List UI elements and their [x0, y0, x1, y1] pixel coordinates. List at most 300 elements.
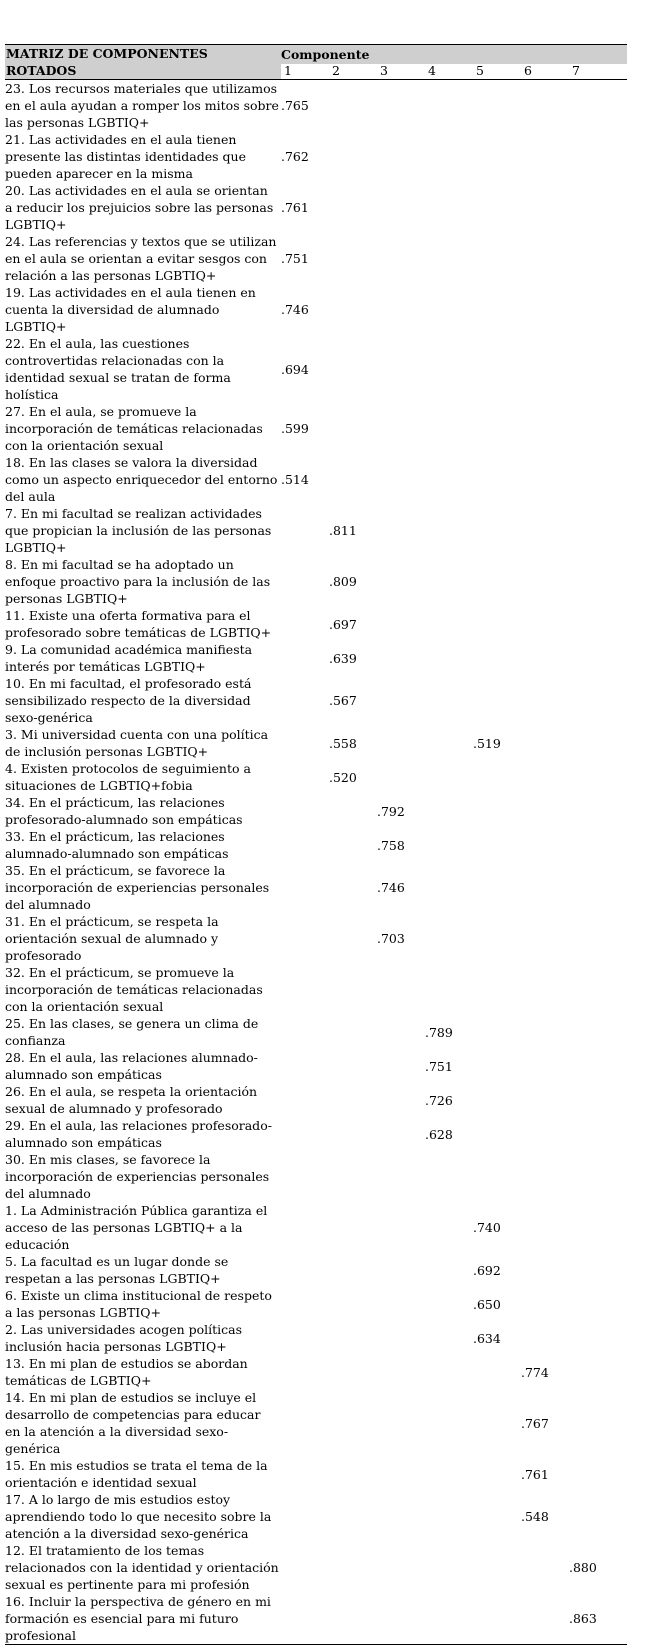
- component-number-1: 1: [281, 64, 329, 80]
- table-row: [5, 233, 627, 284]
- item-text: 32. En el prácticum, se promueve la incorporación de temáticas relacionadas con la orientación sexual: [5, 965, 263, 1014]
- loading-component-3: [377, 964, 425, 1015]
- loading-component-3: [377, 675, 425, 726]
- loading-component-7: [569, 233, 627, 284]
- loading-component-3: .792: [377, 803, 405, 819]
- loading-component-5: .634: [473, 1330, 501, 1346]
- loading-component-3: .746: [377, 880, 405, 895]
- loading-component-3: [377, 1491, 425, 1542]
- loading-component-7: [569, 641, 627, 675]
- loading-component-1: [281, 913, 329, 964]
- loading-component-6: .767: [521, 1415, 549, 1431]
- component-number-6: 6: [521, 64, 569, 80]
- loading-component-6: [521, 182, 569, 233]
- loading-component-7: [569, 1083, 627, 1117]
- loading-component-4: .751: [425, 1058, 453, 1074]
- loading-component-2: [329, 1389, 377, 1457]
- item-text: 15. En mis estudios se trata el tema de la orientación e identidad sexual: [5, 1458, 268, 1490]
- loading-component-5: [473, 505, 521, 556]
- item-text: 4. Existen protocolos de seguimiento a situaciones de LGBTIQ+fobia: [5, 761, 251, 793]
- table-row: [5, 828, 627, 862]
- loading-component-4: .726: [425, 1092, 453, 1108]
- loading-component-5: [473, 403, 521, 454]
- loading-component-7: [569, 1355, 627, 1389]
- table-title: MATRIZ DE COMPONENTES ROTADOS: [5, 45, 281, 80]
- loading-component-1: [281, 1287, 329, 1321]
- loading-component-7: [569, 556, 627, 607]
- loading-component-7: [569, 964, 627, 1015]
- loading-component-7: [569, 1049, 627, 1083]
- loading-component-5: [473, 335, 521, 403]
- loading-component-4: [425, 1491, 473, 1542]
- table-row: [5, 1593, 627, 1645]
- loading-component-2: [329, 1202, 377, 1253]
- item-text: 5. La facultad es un lugar donde se respetan a las personas LGBTIQ+: [5, 1254, 229, 1286]
- loading-component-1: [281, 1049, 329, 1083]
- loading-component-5: [473, 1049, 521, 1083]
- loading-component-2: [329, 1117, 377, 1151]
- loading-component-7: [569, 726, 627, 760]
- loading-component-5: [473, 1151, 521, 1202]
- loading-component-6: [521, 675, 569, 726]
- loading-component-3: [377, 1202, 425, 1253]
- loading-component-1: [281, 794, 329, 828]
- item-text: 17. A lo largo de mis estudios estoy aprendiendo todo lo que necesito sobre la atención a la diversidad sexo-genérica: [5, 1492, 272, 1541]
- loading-component-3: [377, 1593, 425, 1645]
- loading-component-2: [329, 1253, 377, 1287]
- loading-component-5: [473, 80, 521, 132]
- item-text: 16. Incluir la perspectiva de género en mi formación es esencial para mi futuro profesional: [5, 1593, 281, 1645]
- loading-component-1: .514: [281, 472, 309, 487]
- loading-component-4: [425, 403, 473, 454]
- loading-component-6: [521, 131, 569, 182]
- loading-component-4: [425, 675, 473, 726]
- loading-component-5: [473, 862, 521, 913]
- loading-component-6: [521, 1049, 569, 1083]
- loading-component-3: [377, 454, 425, 505]
- loading-component-7: [569, 505, 627, 556]
- table-row: [5, 726, 627, 760]
- loading-component-7: [569, 80, 627, 132]
- loading-component-3: [377, 1151, 425, 1202]
- loading-component-7: [569, 1151, 627, 1202]
- item-text: 25. En las clases, se genera un clima de confianza: [5, 1016, 259, 1048]
- loading-component-5: [473, 1083, 521, 1117]
- loading-component-1: [281, 556, 329, 607]
- loading-component-4: [425, 1355, 473, 1389]
- loading-component-2: [329, 1593, 377, 1645]
- loading-component-4: [425, 1593, 473, 1645]
- loading-component-3: [377, 335, 425, 403]
- loading-component-5: [473, 607, 521, 641]
- loading-component-4: .628: [425, 1126, 453, 1142]
- loading-component-3: [377, 131, 425, 182]
- loading-component-4: .789: [425, 1024, 453, 1040]
- loading-component-4: [425, 726, 473, 760]
- loading-component-2: .639: [329, 650, 357, 666]
- item-text: 9. La comunidad académica manifiesta interés por temáticas LGBTIQ+: [5, 642, 253, 674]
- loading-component-6: [521, 1287, 569, 1321]
- loading-component-2: [329, 862, 377, 913]
- loading-component-5: [473, 284, 521, 335]
- loading-component-6: [521, 828, 569, 862]
- loading-component-6: [521, 607, 569, 641]
- loading-component-5: [473, 556, 521, 607]
- loading-component-6: [521, 556, 569, 607]
- loading-component-6: [521, 454, 569, 505]
- loading-component-1: .751: [281, 251, 309, 266]
- loading-component-1: [281, 862, 329, 913]
- table-row: [5, 284, 627, 335]
- loading-component-6: [521, 1593, 569, 1645]
- loading-component-7: [569, 1287, 627, 1321]
- table-row: [5, 913, 627, 964]
- loading-component-2: [329, 1049, 377, 1083]
- loading-component-1: .762: [281, 149, 309, 164]
- item-text: 12. El tratamiento de los temas relacionados con la identidad y orientación sexual es pertinente para mi profesión: [5, 1543, 279, 1592]
- loading-component-2: [329, 1457, 377, 1491]
- table-row: [5, 675, 627, 726]
- loading-component-5: [473, 1389, 521, 1457]
- loading-component-1: [281, 675, 329, 726]
- table-row: [5, 505, 627, 556]
- loading-component-4: [425, 233, 473, 284]
- loading-component-3: [377, 1049, 425, 1083]
- table-row: [5, 1253, 627, 1287]
- loading-component-2: [329, 828, 377, 862]
- loading-component-6: [521, 505, 569, 556]
- component-number-4: 4: [425, 64, 473, 80]
- loading-component-4: [425, 1151, 473, 1202]
- loading-component-1: .761: [281, 200, 309, 215]
- loading-component-4: [425, 454, 473, 505]
- component-number-5: 5: [473, 64, 521, 80]
- loading-component-6: [521, 726, 569, 760]
- loading-component-1: [281, 607, 329, 641]
- loading-component-4: [425, 284, 473, 335]
- loading-component-6: [521, 80, 569, 132]
- loading-component-7: [569, 913, 627, 964]
- loading-component-3: [377, 1083, 425, 1117]
- loading-component-4: [425, 1542, 473, 1593]
- loading-component-6: [521, 794, 569, 828]
- loading-component-1: [281, 1355, 329, 1389]
- component-number-3: 3: [377, 64, 425, 80]
- loading-component-2: [329, 794, 377, 828]
- loading-component-4: [425, 335, 473, 403]
- loading-component-7: [569, 1457, 627, 1491]
- loading-component-5: [473, 1457, 521, 1491]
- loading-component-6: .761: [521, 1466, 549, 1482]
- loading-component-6: [521, 1202, 569, 1253]
- loading-component-5: [473, 828, 521, 862]
- loading-component-2: [329, 1083, 377, 1117]
- loading-component-4: [425, 964, 473, 1015]
- loading-component-6: [521, 1542, 569, 1593]
- loading-component-1: [281, 828, 329, 862]
- loading-component-3: [377, 1542, 425, 1593]
- loading-component-4: [425, 641, 473, 675]
- loading-component-2: .697: [329, 616, 357, 632]
- loading-component-5: [473, 641, 521, 675]
- loading-component-6: [521, 1151, 569, 1202]
- loading-component-7: [569, 1253, 627, 1287]
- loading-component-5: [473, 964, 521, 1015]
- loading-component-1: [281, 1015, 329, 1049]
- loading-component-7: [569, 335, 627, 403]
- loading-component-5: [473, 1355, 521, 1389]
- loading-component-2: [329, 1355, 377, 1389]
- loading-component-1: [281, 641, 329, 675]
- table-row: [5, 182, 627, 233]
- loading-component-2: [329, 1321, 377, 1355]
- item-text: 30. En mis clases, se favorece la incorporación de experiencias personales del alumnado: [5, 1152, 270, 1201]
- loading-component-2: [329, 284, 377, 335]
- table-row: [5, 1015, 627, 1049]
- loading-component-5: [473, 233, 521, 284]
- loading-component-3: [377, 403, 425, 454]
- loading-component-4: [425, 1321, 473, 1355]
- item-text: 20. Las actividades en el aula se orientan a reducir los prejuicios sobre las personas LGBTIQ+: [5, 183, 274, 232]
- loading-component-7: .880: [569, 1560, 597, 1575]
- table-row: [5, 131, 627, 182]
- loading-component-6: [521, 641, 569, 675]
- loading-component-4: [425, 607, 473, 641]
- component-number-2: 2: [329, 64, 377, 80]
- table-row: [5, 607, 627, 641]
- loading-component-2: [329, 182, 377, 233]
- loading-component-7: [569, 760, 627, 794]
- loading-component-4: [425, 182, 473, 233]
- loading-component-4: [425, 131, 473, 182]
- loading-component-6: [521, 1117, 569, 1151]
- item-text: 34. En el prácticum, las relaciones profesorado-alumnado son empáticas: [5, 795, 243, 827]
- loading-component-5: [473, 454, 521, 505]
- loading-component-5: [473, 1015, 521, 1049]
- loading-component-7: [569, 1389, 627, 1457]
- loading-component-1: [281, 1202, 329, 1253]
- loading-component-2: [329, 131, 377, 182]
- table-row: [5, 335, 627, 403]
- loading-component-3: [377, 80, 425, 132]
- loading-component-5: .740: [473, 1220, 501, 1235]
- table-row: [5, 1117, 627, 1151]
- loading-component-6: [521, 760, 569, 794]
- loading-component-1: .746: [281, 302, 309, 317]
- loading-component-2: [329, 454, 377, 505]
- item-text: 14. En mi plan de estudios se incluye el desarrollo de competencias para educar en la atención a la diversidad sexo-genérica: [5, 1390, 261, 1456]
- loading-component-4: [425, 1202, 473, 1253]
- loading-component-1: .765: [281, 98, 309, 113]
- loading-component-1: [281, 964, 329, 1015]
- loading-component-3: [377, 1389, 425, 1457]
- table-row: [5, 1151, 627, 1202]
- loading-component-2: .809: [329, 574, 357, 589]
- table-row: [5, 1457, 627, 1491]
- loading-component-4: [425, 556, 473, 607]
- loading-component-3: [377, 1321, 425, 1355]
- loading-component-2: [329, 1542, 377, 1593]
- loading-component-7: [569, 403, 627, 454]
- loading-component-2: [329, 80, 377, 132]
- item-text: 3. Mi universidad cuenta con una política de inclusión personas LGBTIQ+: [5, 727, 269, 759]
- loading-component-3: [377, 1253, 425, 1287]
- item-text: 19. Las actividades en el aula tienen en cuenta la diversidad de alumnado LGBTIQ+: [5, 285, 256, 334]
- loading-component-2: .520: [329, 769, 357, 785]
- table-row: [5, 1049, 627, 1083]
- loading-component-3: [377, 726, 425, 760]
- loading-component-1: [281, 1151, 329, 1202]
- loading-component-4: [425, 760, 473, 794]
- loading-component-4: [425, 794, 473, 828]
- component-header: Componente: [281, 45, 627, 64]
- table-row: [5, 641, 627, 675]
- loading-component-7: [569, 862, 627, 913]
- loading-component-1: [281, 1593, 329, 1645]
- table-row: [5, 454, 627, 505]
- table-row: [5, 964, 627, 1015]
- item-text: 7. En mi facultad se realizan actividades que propician la inclusión de las personas LGBTIQ+: [5, 506, 272, 555]
- loading-component-3: [377, 1287, 425, 1321]
- item-text: 31. En el prácticum, se respeta la orientación sexual de alumnado y profesorado: [5, 914, 219, 963]
- loading-component-1: .694: [281, 361, 309, 377]
- loading-component-2: .567: [329, 693, 357, 708]
- loading-component-2: .811: [329, 523, 357, 538]
- loading-component-4: [425, 913, 473, 964]
- loading-component-3: [377, 556, 425, 607]
- table-row: [5, 1287, 627, 1321]
- loading-component-4: [425, 1287, 473, 1321]
- loading-component-5: [473, 675, 521, 726]
- item-text: 27. En el aula, se promueve la incorporación de temáticas relacionadas con la orientación sexual: [5, 404, 263, 453]
- loading-component-7: [569, 1321, 627, 1355]
- loading-component-3: [377, 760, 425, 794]
- table-row: [5, 556, 627, 607]
- loading-component-1: [281, 1457, 329, 1491]
- loading-component-4: [425, 862, 473, 913]
- rotated-component-matrix: [5, 44, 627, 1645]
- loading-component-3: [377, 641, 425, 675]
- loading-component-1: [281, 1389, 329, 1457]
- item-text: 2. Las universidades acogen políticas inclusión hacia personas LGBTIQ+: [5, 1322, 243, 1354]
- item-text: 6. Existe un clima institucional de respeto a las personas LGBTIQ+: [5, 1288, 272, 1320]
- loading-component-3: [377, 1457, 425, 1491]
- loading-component-6: [521, 964, 569, 1015]
- loading-component-7: [569, 675, 627, 726]
- item-text: 35. En el prácticum, se favorece la incorporación de experiencias personales del alumnado: [5, 863, 270, 912]
- loading-component-3: [377, 284, 425, 335]
- loading-component-4: [425, 1253, 473, 1287]
- loading-component-6: [521, 1083, 569, 1117]
- loading-component-6: [521, 1321, 569, 1355]
- loading-component-3: [377, 505, 425, 556]
- loading-component-3: .758: [377, 837, 405, 853]
- loading-component-4: [425, 505, 473, 556]
- loading-component-3: [377, 182, 425, 233]
- loading-component-3: [377, 1355, 425, 1389]
- loading-component-2: [329, 335, 377, 403]
- loading-component-5: .519: [473, 735, 501, 751]
- loading-component-6: .548: [521, 1509, 549, 1524]
- loading-component-7: [569, 1202, 627, 1253]
- table-row: [5, 1389, 627, 1457]
- table-row: [5, 1491, 627, 1542]
- loading-component-3: [377, 233, 425, 284]
- loading-component-5: [473, 1542, 521, 1593]
- table-row: [5, 1202, 627, 1253]
- item-text: 33. En el prácticum, las relaciones alumnado-alumnado son empáticas: [5, 829, 229, 861]
- loading-component-5: [473, 1117, 521, 1151]
- loading-component-1: [281, 1321, 329, 1355]
- table-row: [5, 1355, 627, 1389]
- loading-component-7: [569, 1117, 627, 1151]
- loading-component-3: .703: [377, 931, 405, 946]
- loading-component-6: [521, 233, 569, 284]
- loading-component-7: [569, 1015, 627, 1049]
- loading-component-2: [329, 1287, 377, 1321]
- item-text: 1. La Administración Pública garantiza el acceso de las personas LGBTIQ+ a la educación: [5, 1203, 268, 1252]
- table-row: [5, 1321, 627, 1355]
- item-text: 21. Las actividades en el aula tienen presente las distintas identidades que pueden aparecer en la misma: [5, 132, 246, 181]
- loading-component-6: [521, 913, 569, 964]
- loading-component-2: [329, 1151, 377, 1202]
- item-text: 28. En el aula, las relaciones alumnado-alumnado son empáticas: [5, 1050, 258, 1082]
- loading-component-5: [473, 1491, 521, 1542]
- loading-component-6: [521, 862, 569, 913]
- item-text: 29. En el aula, las relaciones profesorado-alumnado son empáticas: [5, 1118, 272, 1150]
- table-row: [5, 1542, 627, 1593]
- loading-component-2: [329, 403, 377, 454]
- table-row: [5, 862, 627, 913]
- loading-component-2: .558: [329, 735, 357, 751]
- loading-component-7: .863: [569, 1593, 627, 1645]
- loading-component-7: [569, 454, 627, 505]
- loading-component-6: [521, 335, 569, 403]
- loading-component-2: [329, 913, 377, 964]
- loading-component-2: [329, 1491, 377, 1542]
- loading-component-5: [473, 1593, 521, 1645]
- loading-component-2: [329, 964, 377, 1015]
- loading-component-7: [569, 828, 627, 862]
- loading-component-5: .692: [473, 1262, 501, 1278]
- table-row: [5, 80, 627, 132]
- loading-component-4: [425, 80, 473, 132]
- loading-component-5: [473, 131, 521, 182]
- loading-component-1: [281, 1542, 329, 1593]
- loading-component-5: [473, 794, 521, 828]
- item-text: 23. Los recursos materiales que utilizamos en el aula ayudan a romper los mitos sobre las personas LGBTIQ+: [5, 81, 279, 130]
- loading-component-1: [281, 1253, 329, 1287]
- loading-component-7: [569, 131, 627, 182]
- loading-component-2: [329, 233, 377, 284]
- loading-component-5: [473, 182, 521, 233]
- item-text: 11. Existe una oferta formativa para el profesorado sobre temáticas de LGBTIQ+: [5, 608, 272, 640]
- loading-component-7: [569, 1491, 627, 1542]
- table-row: [5, 1083, 627, 1117]
- loading-component-6: [521, 1015, 569, 1049]
- loading-component-6: [521, 1253, 569, 1287]
- loading-component-3: [377, 1015, 425, 1049]
- loading-component-1: [281, 505, 329, 556]
- item-text: 26. En el aula, se respeta la orientación sexual de alumnado y profesorado: [5, 1084, 258, 1116]
- loading-component-7: [569, 182, 627, 233]
- loading-component-5: .650: [473, 1296, 501, 1312]
- loading-component-2: [329, 1015, 377, 1049]
- loading-component-7: [569, 794, 627, 828]
- loading-component-5: [473, 760, 521, 794]
- loading-component-1: .599: [281, 421, 309, 436]
- item-text: 22. En el aula, las cuestiones controvertidas relacionadas con la identidad sexual se tratan de forma holística: [5, 336, 231, 402]
